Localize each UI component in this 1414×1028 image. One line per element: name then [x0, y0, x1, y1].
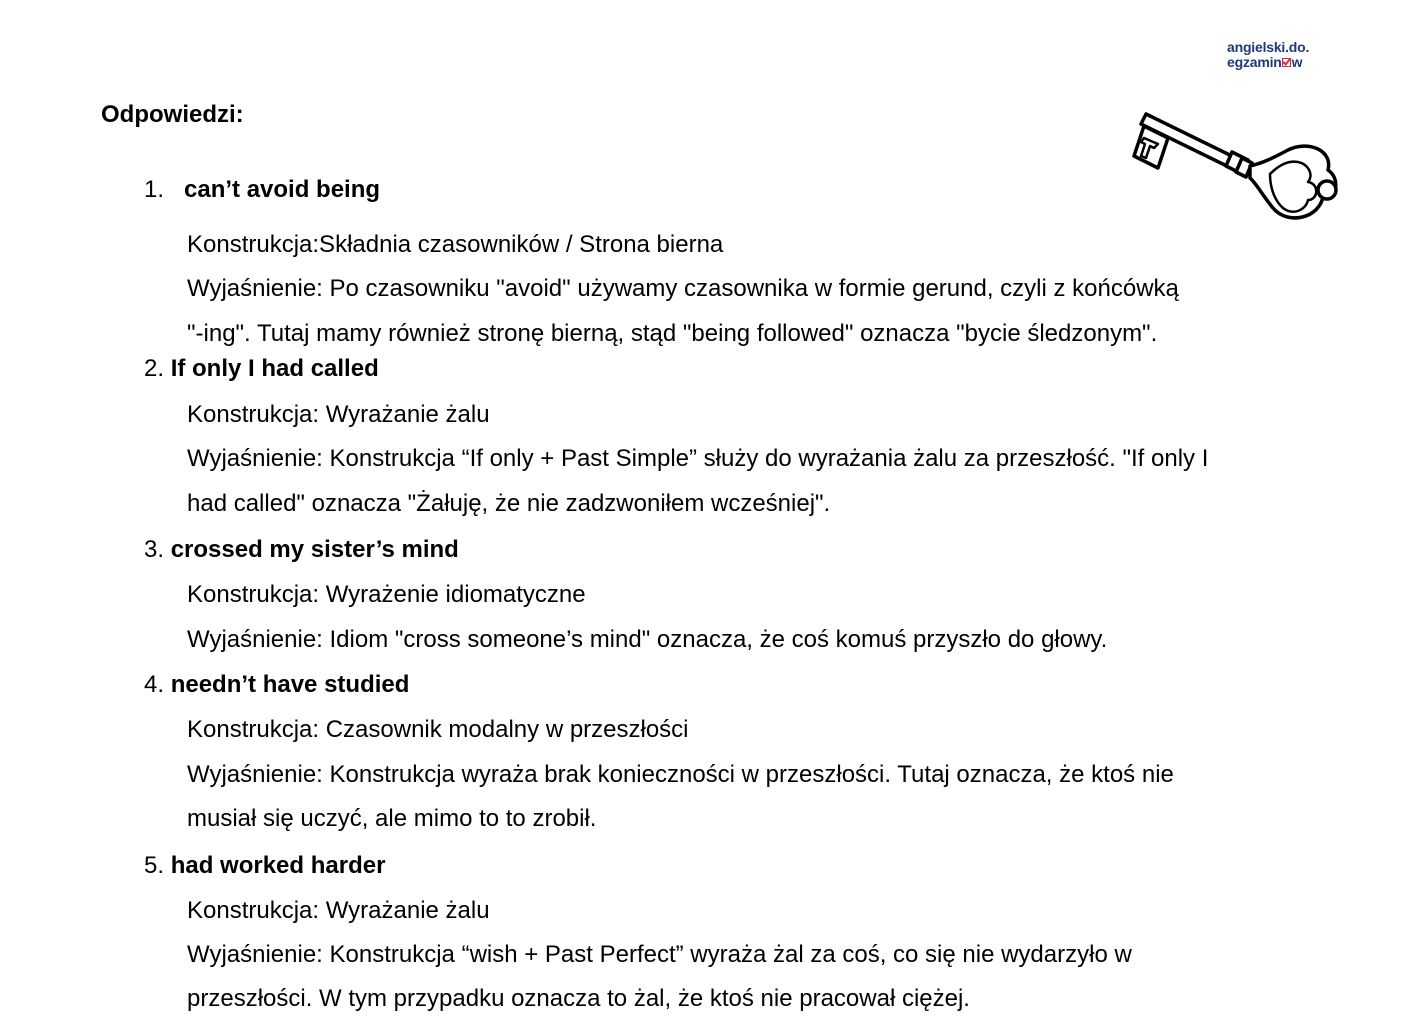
- answer-item-2: [144, 355, 379, 383]
- item-answer: can’t avoid being: [184, 176, 381, 203]
- construction-text: Konstrukcja: Wyrażanie żalu: [187, 897, 490, 924]
- construction-text: Konstrukcja:Składnia czasowników / Strona bierna: [187, 231, 724, 258]
- explanation-text-cont: musiał się uczyć, ale mimo to to zrobił.: [187, 805, 597, 832]
- explanation-text: Wyjaśnienie: Idiom "cross someone’s mind" oznacza, że coś komuś przyszło do głowy.: [187, 626, 1108, 653]
- explanation-text-cont: przeszłości. W tym przypadku oznacza to żal, że ktoś nie pracował ciężej.: [187, 985, 970, 1012]
- construction-text: Konstrukcja: Czasownik modalny w przeszłości: [187, 716, 689, 743]
- logo-text-b: w: [1291, 54, 1303, 70]
- explanation-text: Wyjaśnienie: Po czasowniku "avoid" używamy czasownika w formie gerund, czyli z końcówką: [187, 275, 1179, 302]
- construction-text: Konstrukcja: Wyrażanie żalu: [187, 401, 490, 428]
- explanation-text-cont: had called" oznacza "Żałuję, że nie zadzwoniłem wcześniej".: [187, 490, 831, 517]
- explanation-text-cont: "-ing". Tutaj mamy również stronę bierną, stąd "being followed" oznacza "bycie śledzonym".: [187, 320, 1158, 347]
- answer-item-5: [144, 852, 385, 880]
- answer-item-3: [144, 536, 459, 564]
- explanation-text: Wyjaśnienie: Konstrukcja “If only + Past Simple” służy do wyrażania żalu za przeszłość. "If only I: [187, 445, 1209, 472]
- item-number: 4.: [144, 671, 165, 698]
- construction-text: Konstrukcja: Wyrażenie idiomatyczne: [187, 581, 586, 608]
- item-answer: had worked harder: [170, 852, 386, 879]
- item-answer: needn’t have studied: [170, 671, 410, 698]
- item-number: 5.: [144, 852, 165, 879]
- item-number: 1.: [144, 176, 165, 203]
- answers-heading: Odpowiedzi:: [101, 101, 244, 128]
- explanation-text: Wyjaśnienie: Konstrukcja “wish + Past Perfect” wyraża żal za coś, co się nie wydarzyło w: [187, 941, 1132, 968]
- item-number: 3.: [144, 536, 165, 563]
- key-icon: [1128, 108, 1343, 226]
- logo-line-1: angielski.do.: [1227, 39, 1310, 55]
- answer-item-4: [144, 671, 409, 699]
- logo-line-2: [1227, 55, 1309, 70]
- explanation-text: Wyjaśnienie: Konstrukcja wyraża brak konieczności w przeszłości. Tutaj oznacza, że ktoś nie: [187, 761, 1174, 788]
- checkbox-icon: [1282, 58, 1291, 67]
- item-answer: crossed my sister’s mind: [170, 536, 459, 563]
- logo-text-a: egzamin: [1227, 54, 1282, 70]
- item-answer: If only I had called: [170, 355, 379, 382]
- item-number: 2.: [144, 355, 165, 382]
- brand-logo: [1227, 40, 1309, 70]
- answer-item-1: [144, 176, 380, 204]
